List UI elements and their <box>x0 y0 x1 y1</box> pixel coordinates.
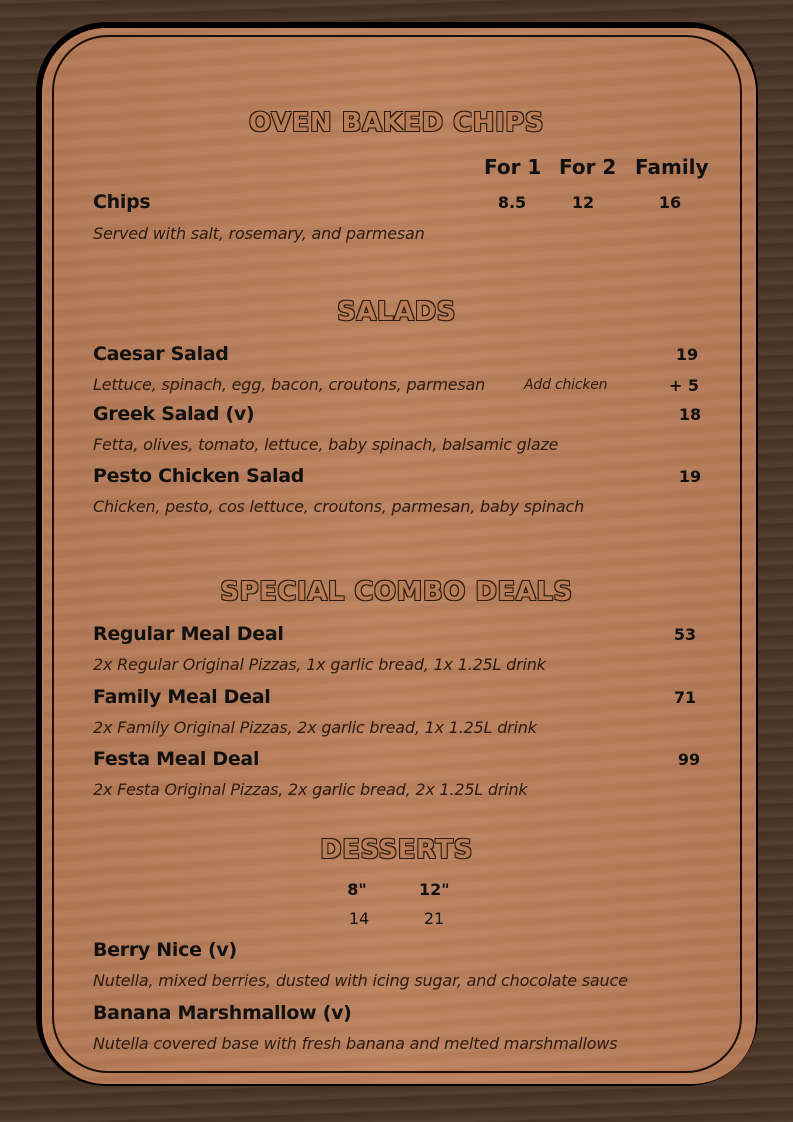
column-header-for2: For 2 <box>559 155 617 179</box>
size-header-8: 8" <box>347 880 367 899</box>
menu-item-price: 53 <box>673 625 697 644</box>
column-header-family: Family <box>635 155 709 179</box>
menu-item-description: 2x Festa Original Pizzas, 2x garlic bread, 2x 1.25L drink <box>93 780 528 799</box>
menu-item-name: Family Meal Deal <box>93 686 271 708</box>
menu-item-price: 99 <box>677 750 701 769</box>
menu-item-name: Pesto Chicken Salad <box>93 465 305 487</box>
menu-item-description: Chicken, pesto, cos lettuce, croutons, parmesan, baby spinach <box>93 497 585 516</box>
section-heading-chips: OVEN BAKED CHIPS <box>249 108 544 138</box>
menu-item-price-for2: 12 <box>571 193 595 212</box>
menu-item-price: 18 <box>678 405 702 424</box>
menu-item-name: Berry Nice (v) <box>93 939 237 961</box>
menu-item-name: Caesar Salad <box>93 343 229 365</box>
section-heading-desserts: DESSERTS <box>320 835 473 865</box>
menu-item-name: Festa Meal Deal <box>93 748 260 770</box>
dessert-price-8: 14 <box>348 909 370 928</box>
section-heading-combos: SPECIAL COMBO DEALS <box>220 577 573 607</box>
menu-item-name: Greek Salad (v) <box>93 403 255 425</box>
menu-item-description: Nutella, mixed berries, dusted with icing sugar, and chocolate sauce <box>93 971 628 990</box>
addon-price: + 5 <box>668 376 700 395</box>
menu-item-name: Regular Meal Deal <box>93 623 284 645</box>
dessert-price-12: 21 <box>423 909 445 928</box>
menu-item-description: Nutella covered base with fresh banana and melted marshmallows <box>93 1034 618 1053</box>
size-header-12: 12" <box>419 880 450 899</box>
column-header-for1: For 1 <box>484 155 542 179</box>
menu-item-description: 2x Family Original Pizzas, 2x garlic bread, 1x 1.25L drink <box>93 718 537 737</box>
menu-item-price-family: 16 <box>658 193 682 212</box>
menu-item-description: Lettuce, spinach, egg, bacon, croutons, parmesan <box>93 375 486 394</box>
menu-item-name: Chips <box>93 191 151 213</box>
menu-item-price: 71 <box>673 688 697 707</box>
menu-item-name: Banana Marshmallow (v) <box>93 1002 352 1024</box>
menu-item-price: 19 <box>678 467 702 486</box>
section-heading-salads: SALADS <box>337 297 456 327</box>
menu-item-price-for1: 8.5 <box>497 193 527 212</box>
menu-border-line <box>52 35 742 1073</box>
menu-item-description: Fetta, olives, tomato, lettuce, baby spinach, balsamic glaze <box>93 435 559 454</box>
addon-label: Add chicken <box>524 377 608 393</box>
menu-item-description: Served with salt, rosemary, and parmesan <box>93 224 425 243</box>
menu-item-description: 2x Regular Original Pizzas, 1x garlic bread, 1x 1.25L drink <box>93 655 546 674</box>
menu-item-price: 19 <box>675 345 699 364</box>
